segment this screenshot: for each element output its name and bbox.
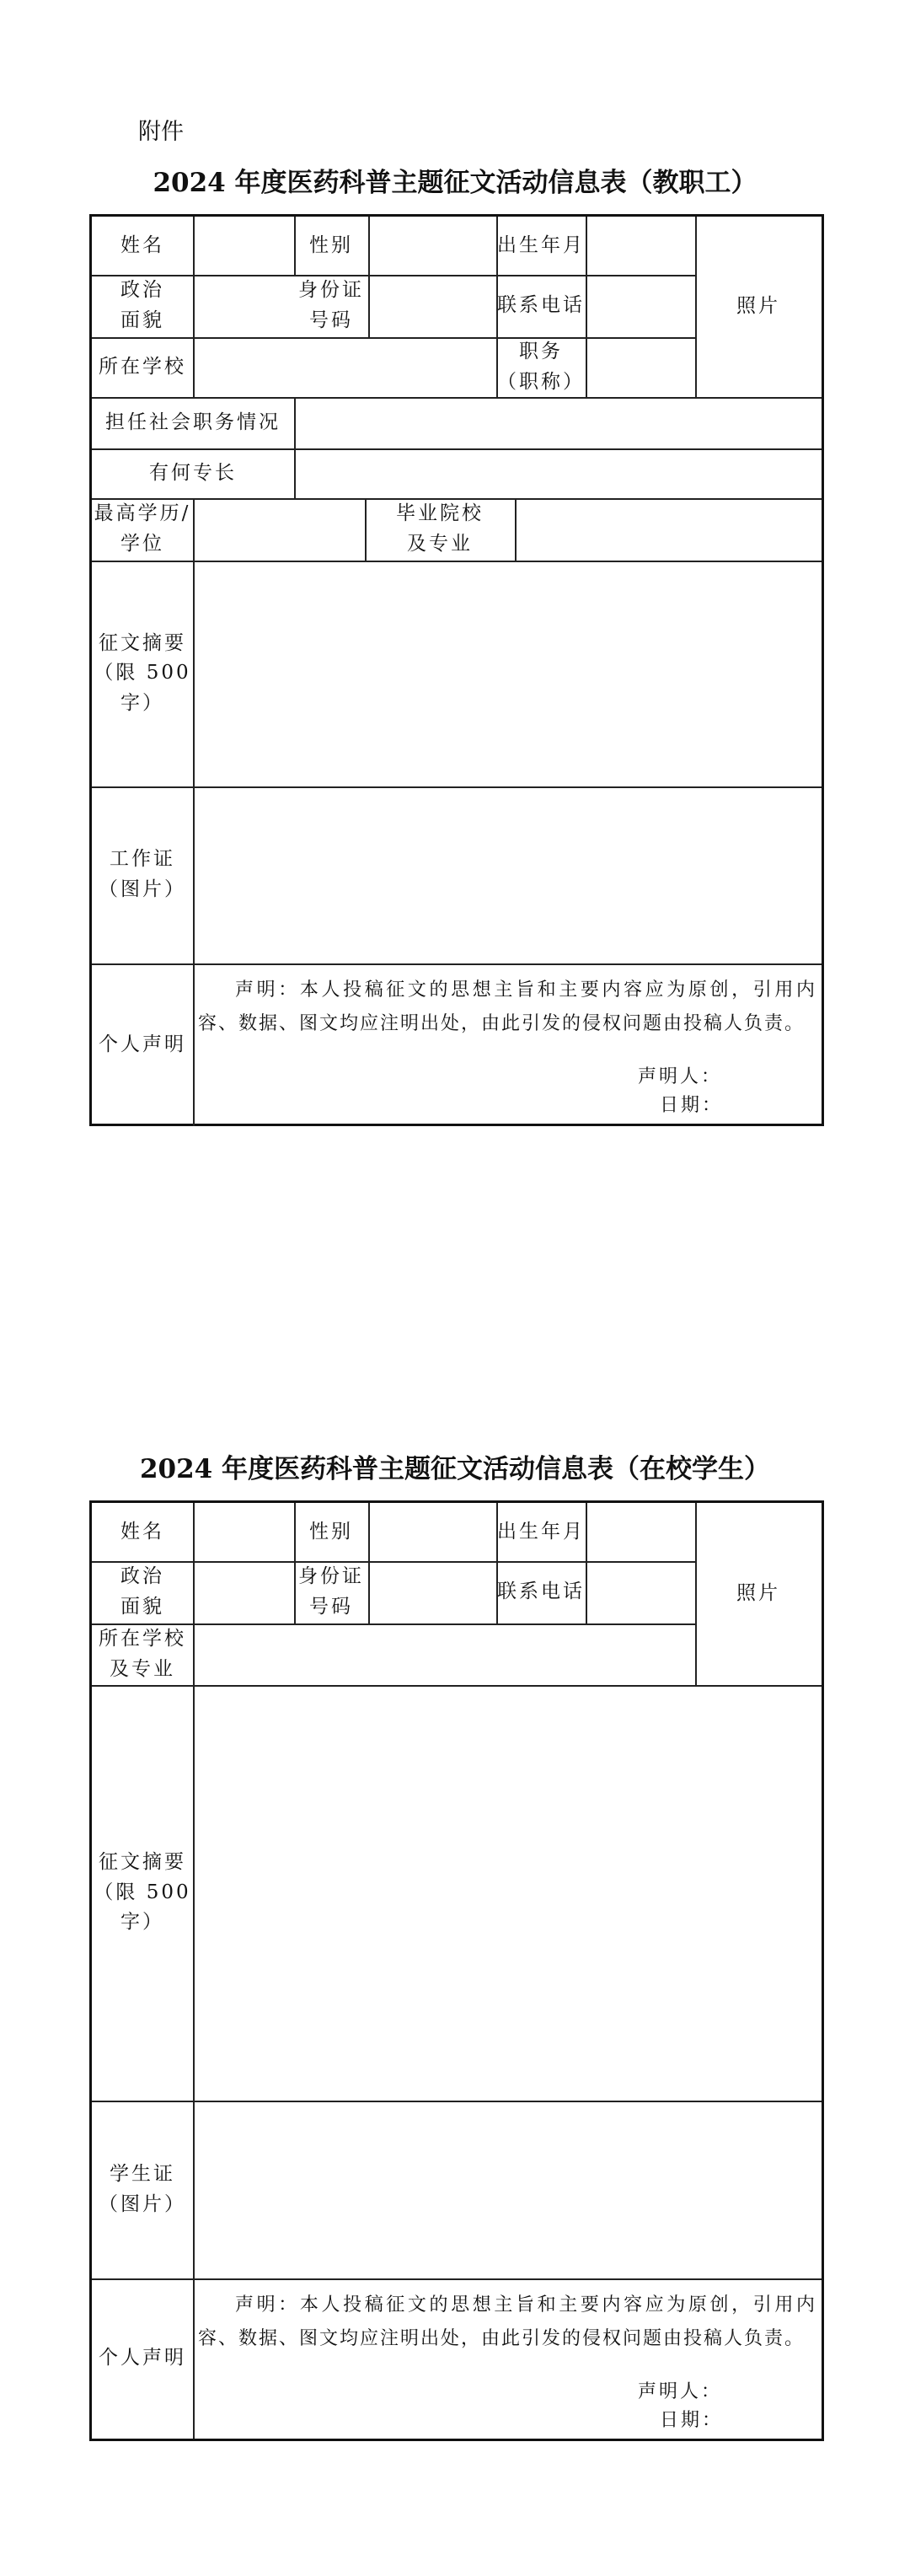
education-field[interactable] bbox=[193, 498, 365, 561]
student-political-label: 政治 面貌 bbox=[120, 1565, 164, 1618]
school-field[interactable] bbox=[193, 337, 496, 397]
student-photo-cell[interactable]: 照片 bbox=[736, 1582, 780, 1605]
student-declarant-label: 声明人： bbox=[638, 2381, 723, 2402]
position-label: 职务 （职称） bbox=[497, 340, 585, 393]
work-id-label: 工作证 （图片） bbox=[99, 848, 186, 900]
gender-field[interactable] bbox=[368, 217, 496, 275]
student-id-card-label: 学生证 （图片） bbox=[99, 2162, 186, 2215]
school-label: 所在学校 bbox=[99, 355, 186, 378]
position-field[interactable] bbox=[586, 337, 695, 397]
student-date-label: 日期： bbox=[660, 2410, 724, 2431]
staff-form-title: 2024 年度医药科普主题征文活动信息表（教职工） bbox=[153, 168, 757, 198]
student-declaration-text: 声明：本人投稿征文的思想主旨和主要内容应为原创，引用内容、数据、图文均应注明出处，由此引发的侵权问题由投稿人负责。 bbox=[198, 2294, 816, 2349]
student-id-card-field[interactable] bbox=[193, 2101, 822, 2278]
student-id-number-label: 身份证 号码 bbox=[298, 1565, 364, 1618]
id-number-label: 身份证 号码 bbox=[298, 279, 364, 331]
declaration-text: 声明：本人投稿征文的思想主旨和主要内容应为原创，引用内容、数据、图文均应注明出处，由此引发的侵权问题由投稿人负责。 bbox=[198, 979, 816, 1034]
gender-label: 性别 bbox=[309, 233, 353, 256]
student-info-form bbox=[89, 1500, 824, 2441]
student-school-label: 所在学校 及专业 bbox=[99, 1627, 186, 1680]
student-declaration-label: 个人声明 bbox=[99, 2347, 186, 2369]
declarant-label: 声明人： bbox=[638, 1066, 723, 1087]
name-label: 姓名 bbox=[120, 233, 164, 256]
id-number-field[interactable] bbox=[368, 275, 496, 337]
political-label: 政治 面貌 bbox=[120, 279, 164, 331]
specialty-field[interactable] bbox=[294, 448, 822, 498]
specialty-label: 有何专长 bbox=[149, 461, 237, 484]
student-school-field[interactable] bbox=[193, 1623, 695, 1685]
student-birth-field[interactable] bbox=[586, 1503, 695, 1561]
student-phone-field[interactable] bbox=[586, 1561, 695, 1623]
attachment-label: 附件 bbox=[138, 119, 184, 145]
student-birth-label: 出生年月 bbox=[497, 1520, 585, 1543]
student-name-field[interactable] bbox=[193, 1503, 294, 1561]
student-phone-label: 联系电话 bbox=[497, 1580, 585, 1603]
political-field[interactable] bbox=[193, 275, 294, 337]
social-roles-field[interactable] bbox=[294, 397, 822, 448]
abstract-label: 征文摘要 （限 500 字） bbox=[94, 631, 191, 714]
phone-label: 联系电话 bbox=[497, 294, 585, 317]
birth-field[interactable] bbox=[586, 217, 695, 275]
student-name-label: 姓名 bbox=[120, 1520, 164, 1543]
abstract-field[interactable] bbox=[193, 561, 822, 786]
photo-cell[interactable]: 照片 bbox=[736, 295, 780, 318]
date-label: 日期： bbox=[660, 1095, 724, 1116]
education-label: 最高学历/ 学位 bbox=[94, 502, 191, 555]
birth-label: 出生年月 bbox=[497, 233, 585, 256]
student-abstract-label: 征文摘要 （限 500 字） bbox=[94, 1851, 191, 1934]
student-form-title: 2024 年度医药科普主题征文活动信息表（在校学生） bbox=[139, 1454, 771, 1484]
social-roles-label: 担任社会职务情况 bbox=[105, 411, 281, 433]
phone-field[interactable] bbox=[586, 275, 695, 337]
student-gender-label: 性别 bbox=[309, 1520, 353, 1543]
student-abstract-field[interactable] bbox=[193, 1685, 822, 2101]
staff-info-form bbox=[89, 214, 824, 1126]
student-gender-field[interactable] bbox=[368, 1503, 496, 1561]
student-id-number-field[interactable] bbox=[368, 1561, 496, 1623]
name-field[interactable] bbox=[193, 217, 294, 275]
student-political-field[interactable] bbox=[193, 1561, 294, 1623]
graduated-label: 毕业院校 及专业 bbox=[396, 502, 484, 555]
graduated-field[interactable] bbox=[515, 498, 822, 561]
declaration-label: 个人声明 bbox=[99, 1033, 186, 1055]
work-id-field[interactable] bbox=[193, 786, 822, 963]
